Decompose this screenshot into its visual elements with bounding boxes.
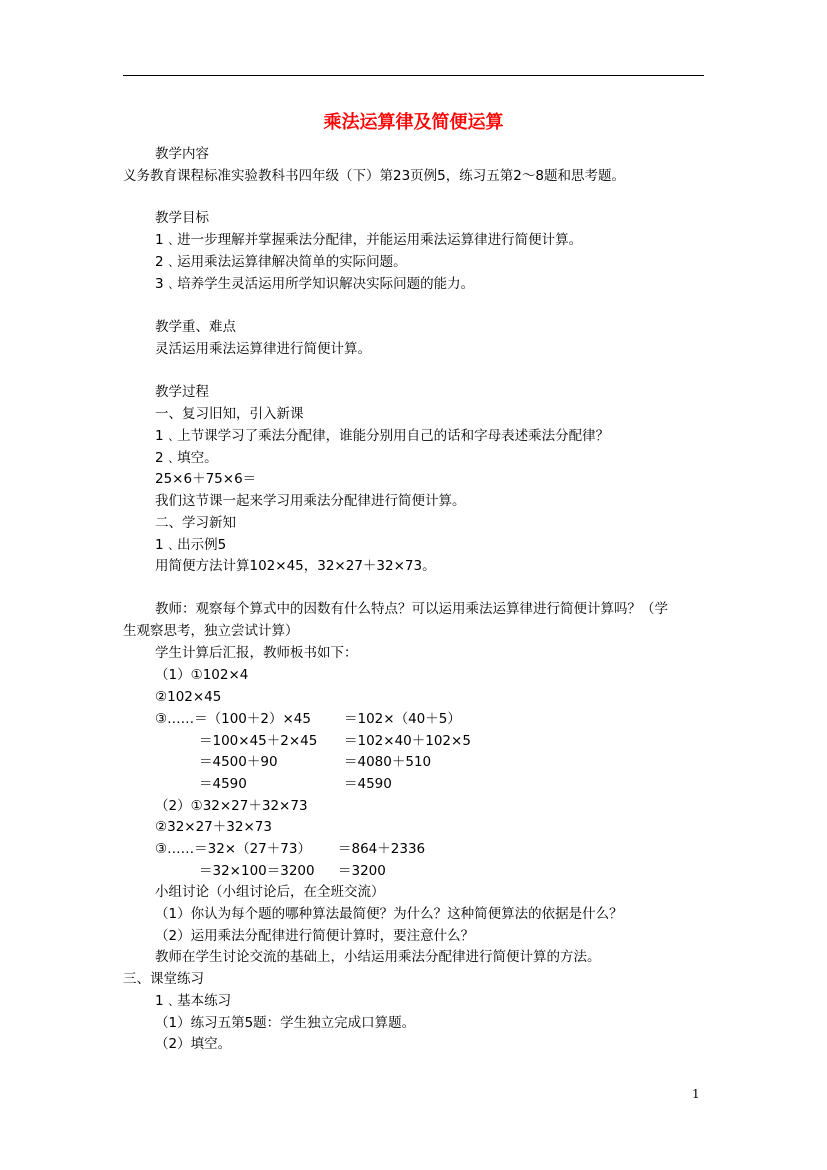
calc-line: ＝4590 <box>199 776 247 792</box>
list-item: 1﹑进一步理解并掌握乘法分配律，并能运用乘法运算律进行简便计算。 <box>155 232 583 248</box>
section-heading-key-points: 教学重、难点 <box>155 319 236 335</box>
page-number: 1 <box>692 1087 700 1101</box>
calc-line: ＝3200 <box>338 863 386 879</box>
calc-line: ＝102×（40＋5） <box>344 711 461 727</box>
paragraph: 用简便方法计算102×45，32×27＋32×73。 <box>155 558 436 574</box>
list-item: 1﹑出示例5 <box>155 537 227 553</box>
equation: 25×6＋75×6＝ <box>155 471 257 487</box>
calc-line: ＝864＋2336 <box>338 841 426 857</box>
header-rule <box>123 75 704 76</box>
calc-line: （1）①102×4 <box>155 667 249 683</box>
calc-line: ②102×45 <box>155 689 222 705</box>
calc-line: ＝32×100＝3200 <box>199 863 315 879</box>
calc-line: ＝4500＋90 <box>199 754 278 770</box>
list-item: （2）运用乘法分配律进行简便计算时，要注意什么？ <box>155 928 475 944</box>
paragraph: 教师在学生讨论交流的基础上，小结运用乘法分配律进行简便计算的方法。 <box>155 949 601 965</box>
calc-line: ②32×27＋32×73 <box>155 819 272 835</box>
calc-line: ③……＝（100＋2）×45 <box>155 711 311 727</box>
paragraph: 我们这节课一起来学习用乘法分配律进行简便计算。 <box>155 493 466 509</box>
list-item: （1）练习五第5题：学生独立完成口算题。 <box>155 1015 416 1031</box>
paragraph: 学生计算后汇报，教师板书如下： <box>155 645 358 661</box>
list-item: 1﹑基本练习 <box>155 993 232 1009</box>
subheading: 一、复习旧知，引入新课 <box>155 406 304 422</box>
calc-line: ＝4590 <box>344 776 392 792</box>
section-heading-content: 教学内容 <box>155 146 209 162</box>
calc-line: ③……＝32×（27＋73） <box>155 841 311 857</box>
page-title: 乘法运算律及简便运算 <box>323 112 504 133</box>
paragraph: 教师：观察每个算式中的因数有什么特点？可以运用乘法运算律进行简便计算吗？（学 <box>155 601 668 617</box>
calc-line: ＝102×40＋102×5 <box>344 733 471 749</box>
calc-line: ＝100×45＋2×45 <box>199 733 318 749</box>
subheading: 二、学习新知 <box>155 515 236 531</box>
calc-line: （2）①32×27＋32×73 <box>155 798 308 814</box>
section-heading-process: 教学过程 <box>155 384 209 400</box>
list-item: （2）填空。 <box>155 1036 232 1052</box>
list-item: 2﹑运用乘法运算律解决简单的实际问题。 <box>155 254 407 270</box>
subheading: 三、课堂练习 <box>123 971 204 987</box>
calc-line: ＝4080＋510 <box>344 754 432 770</box>
paragraph: 生观察思考，独立尝试计算） <box>123 623 299 639</box>
list-item: 3﹑培养学生灵活运用所学知识解决实际问题的能力。 <box>155 276 475 292</box>
list-item: 2﹑填空。 <box>155 450 218 466</box>
list-item: （1）你认为每个题的哪种算法最简便？为什么？这种简便算法的依据是什么？ <box>155 906 623 922</box>
paragraph: 灵活运用乘法运算律进行简便计算。 <box>155 341 371 357</box>
paragraph: 义务教育课程标准实验教科书四年级（下）第23页例5，练习五第2～8题和思考题。 <box>123 168 625 184</box>
list-item: 1﹑上节课学习了乘法分配律，谁能分别用自己的话和字母表述乘法分配律？ <box>155 428 610 444</box>
section-heading-goals: 教学目标 <box>155 210 209 226</box>
paragraph: 小组讨论（小组讨论后，在全班交流） <box>155 884 385 900</box>
